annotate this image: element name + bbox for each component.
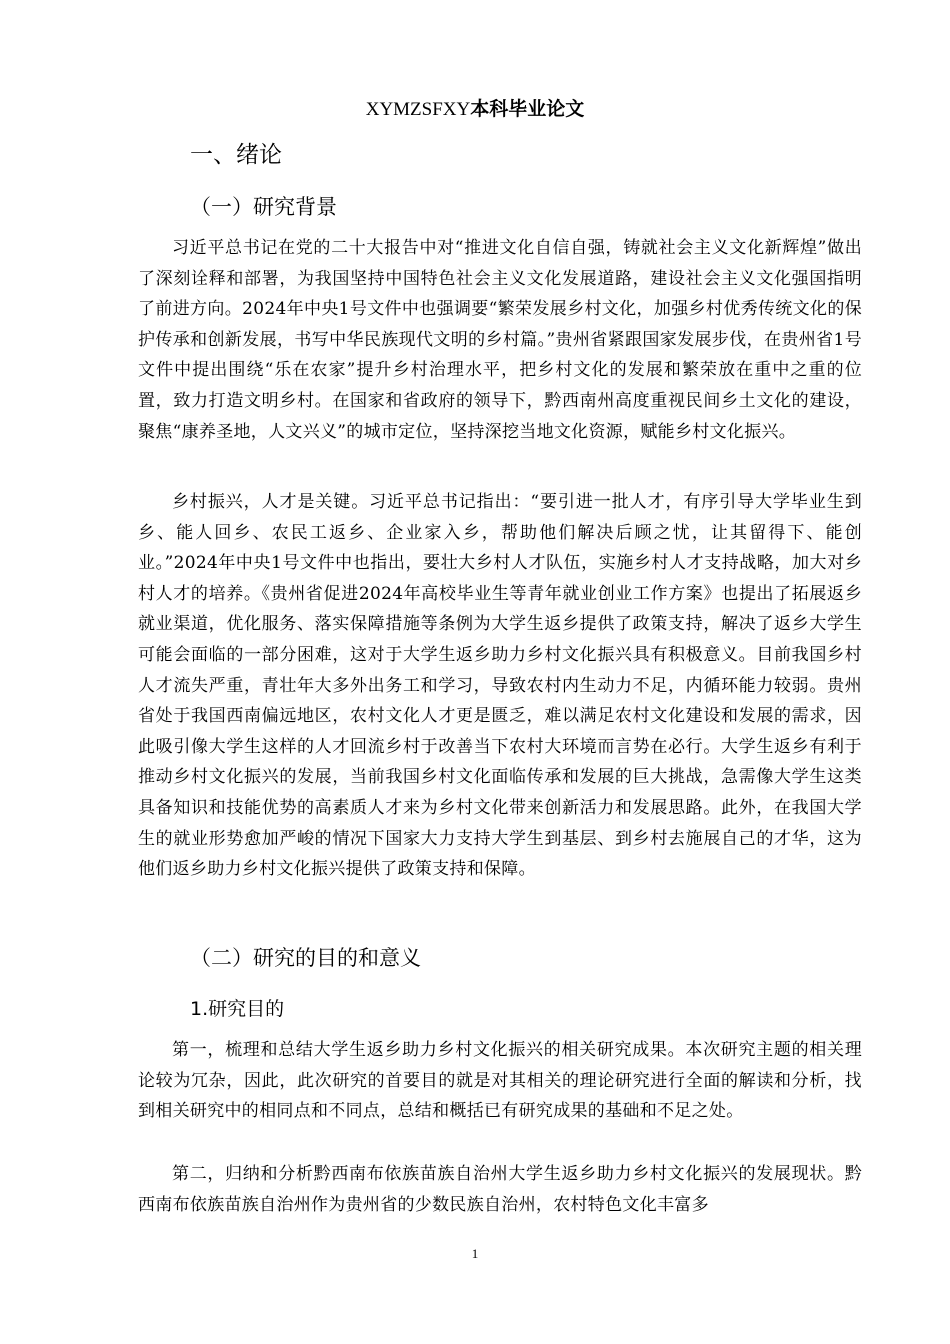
paragraph-background-1: 习近平总书记在党的二十大报告中对“推进文化自信自强，铸就社会主义文化新辉煌”做出了深刻诠释和部署，为我国坚持中国特色社会主义文化发展道路，建设社会主义文化强国指明了前进方向。2024年中央1号文件中也强调要“繁荣发展乡村文化，加强乡村优秀传统文化的保护传承和创新发展，书写中华民族现代文明的乡村篇。”贵州省紧跟国家发展步伐，在贵州省1号文件中提出围绕“乐在农家”提升乡村治理水平，把乡村文化的发展和繁荣放在重中之重的位置，致力打造文明乡村。在国家和省政府的领导下，黔西南州高度重视民间乡土文化的建设，聚焦“康养圣地，人文兴义”的城市定位，坚持深挖当地文化资源，赋能乡村文化振兴。	[138, 238, 862, 442]
subsection-title-objective: 1.研究目的	[190, 998, 285, 1020]
chapter-title: 一、绪论	[190, 142, 282, 168]
running-header	[0, 96, 950, 123]
paragraph-background-2: 乡村振兴，人才是关键。习近平总书记指出：“要引进一批人才，有序引导大学毕业生到乡、能人回乡、农民工返乡、企业家入乡，帮助他们解决后顾之忧，让其留得下、能创业。”2024年中央1号文件中也指出，要壮大乡村人才队伍，实施乡村人才支持战略，加大对乡村人才的培养。《贵州省促进2024年高校毕业生等青年就业创业工作方案》也提出了拓展返乡就业渠道，优化服务、落实保障措施等条例为大学生返乡提供了政策支持，解决了返乡大学生可能会面临的一部分困难，这对于大学生返乡助力乡村文化振兴具有积极意义。目前我国乡村人才流失严重，青壮年大多外出务工和学习，导致农村内生动力不足，内循环能力较弱。贵州省处于我国西南偏远地区，农村文化人才更是匮乏，难以满足农村文化建设和发展的需求，因此吸引像大学生这样的人才回流乡村于改善当下农村大环境而言势在必行。大学生返乡有利于推动乡村文化振兴的发展，当前我国乡村文化面临传承和发展的巨大挑战，急需像大学生这类具备知识和技能优势的高素质人才来为乡村文化带来创新活力和发展思路。此外，在我国大学生的就业形势愈加严峻的情况下国家大力支持大学生到基层、到乡村去施展自己的才华，这为他们返乡助力乡村文化振兴提供了政策支持和保障。	[138, 492, 862, 880]
header-label: 本科毕业论文	[470, 98, 585, 120]
paragraph-objective-1: 第一，梳理和总结大学生返乡助力乡村文化振兴的相关研究成果。本次研究主题的相关理论较为冗杂，因此，此次研究的首要目的就是对其相关的理论研究进行全面的解读和分析，找到相关研究中的相同点和不同点，总结和概括已有研究成果的基础和不足之处。	[138, 1040, 862, 1122]
paragraph-objective-2: 第二，归纳和分析黔西南布依族苗族自治州大学生返乡助力乡村文化振兴的发展现状。黔西南布依族苗族自治州作为贵州省的少数民族自治州，农村特色文化丰富多	[138, 1164, 862, 1215]
section-title-background: （一）研究背景	[190, 195, 337, 219]
header-code: XYMZSFXY	[365, 99, 471, 120]
page-number: 1	[471, 1246, 479, 1261]
section-title-purpose: （二）研究的目的和意义	[190, 946, 421, 970]
